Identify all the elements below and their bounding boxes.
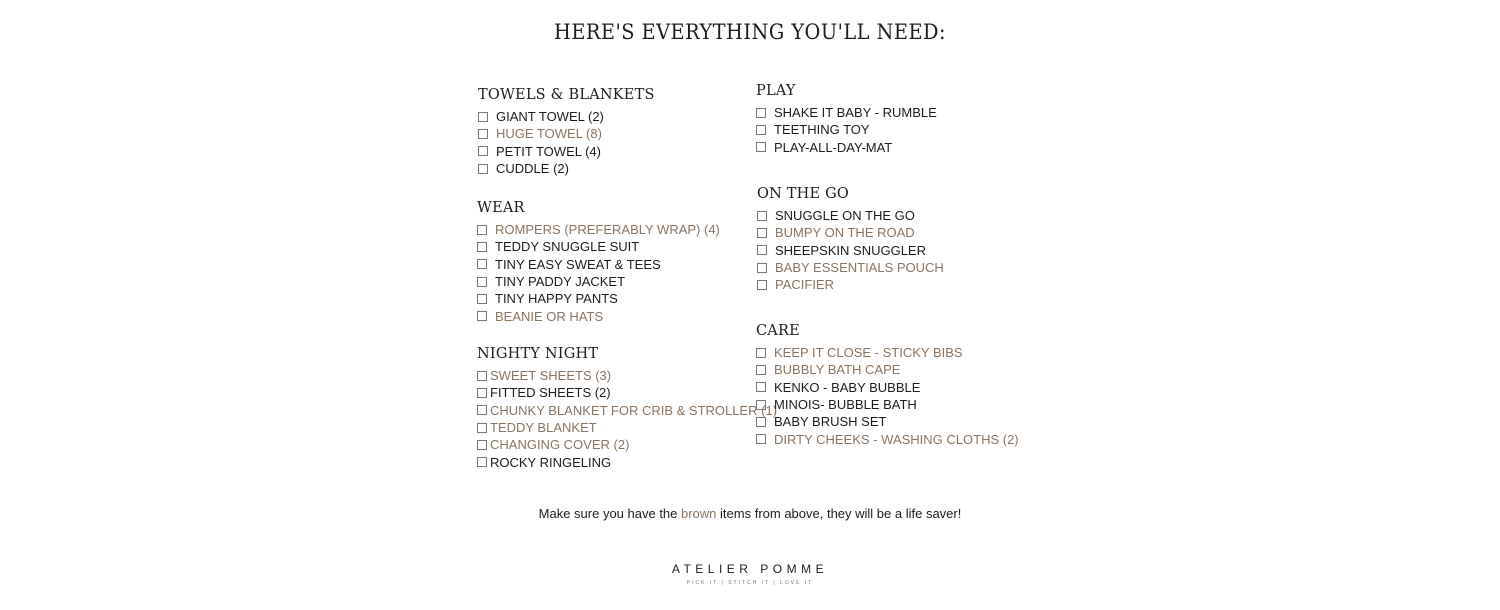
checklist-item[interactable] xyxy=(477,238,720,255)
checkbox-icon[interactable] xyxy=(756,348,766,358)
checklist-item[interactable] xyxy=(757,276,944,293)
section-heading: NIGHTY NIGHT xyxy=(477,346,599,362)
checklist-item[interactable] xyxy=(477,402,777,419)
checkbox-icon[interactable] xyxy=(756,400,766,410)
note-highlight: brown xyxy=(681,506,717,521)
checklist-item[interactable] xyxy=(757,242,944,259)
checklist-item-label: SNUGGLE ON THE GO xyxy=(775,208,915,224)
checklist-item[interactable] xyxy=(756,379,1019,396)
checklist-item[interactable] xyxy=(757,207,944,224)
checkbox-icon[interactable] xyxy=(477,371,487,381)
checklist-item[interactable] xyxy=(478,108,655,125)
checklist-item[interactable] xyxy=(756,344,1019,361)
section-care xyxy=(756,322,1019,448)
section-towels-blankets xyxy=(478,86,655,177)
checklist-item-label: SHEEPSKIN SNUGGLER xyxy=(775,242,926,258)
checklist-item[interactable] xyxy=(478,160,655,177)
checklist-item[interactable] xyxy=(477,436,777,453)
checklist xyxy=(477,367,777,471)
section-nighty-night xyxy=(477,345,777,471)
checklist-item[interactable] xyxy=(756,121,937,138)
checkbox-icon[interactable] xyxy=(756,108,766,118)
checklist xyxy=(756,104,937,156)
checklist-item[interactable] xyxy=(477,256,720,273)
section-heading: PLAY xyxy=(756,83,796,99)
checkbox-icon[interactable] xyxy=(477,457,487,467)
checklist-item[interactable] xyxy=(756,396,1019,413)
checklist-item[interactable] xyxy=(757,224,944,241)
checklist-item[interactable] xyxy=(477,307,720,324)
section-play xyxy=(756,82,937,156)
checklist-item-label: TEDDY BLANKET xyxy=(490,420,597,436)
section-heading: WEAR xyxy=(477,200,525,216)
checkbox-icon[interactable] xyxy=(756,125,766,135)
checklist-item-label: KEEP IT CLOSE - STICKY BIBS xyxy=(774,345,963,361)
brand-tagline: PICK IT | STITCH IT | LOVE IT xyxy=(686,580,814,586)
checklist-item-label: TINY PADDY JACKET xyxy=(495,274,626,290)
checklist xyxy=(757,207,944,293)
checkbox-icon[interactable] xyxy=(478,164,488,174)
checklist-item-label: KENKO - BABY BUBBLE xyxy=(774,379,921,395)
checklist-item-label: SWEET SHEETS (3) xyxy=(490,368,612,384)
checkbox-icon[interactable] xyxy=(477,423,487,433)
checkbox-icon[interactable] xyxy=(478,129,488,139)
checklist-item-label: BABY BRUSH SET xyxy=(774,414,887,430)
checkbox-icon[interactable] xyxy=(757,280,767,290)
checkbox-icon[interactable] xyxy=(478,112,488,122)
checkbox-icon[interactable] xyxy=(756,417,766,427)
checklist-item-label: PACIFIER xyxy=(775,277,834,293)
checklist-item[interactable] xyxy=(477,384,777,401)
checklist-item[interactable] xyxy=(756,430,1019,447)
checklist-item-label: CUDDLE (2) xyxy=(496,161,569,177)
checklist-item[interactable] xyxy=(477,453,777,470)
checklist-item-label: CHUNKY BLANKET FOR CRIB & STROLLER (1) xyxy=(490,402,778,418)
checkbox-icon[interactable] xyxy=(757,263,767,273)
checkbox-icon[interactable] xyxy=(477,242,487,252)
checkbox-icon[interactable] xyxy=(756,365,766,375)
checklist-item[interactable] xyxy=(756,361,1019,378)
checklist-item[interactable] xyxy=(477,290,720,307)
checklist-item-label: ROCKY RINGELING xyxy=(490,454,612,470)
checkbox-icon[interactable] xyxy=(757,211,767,221)
checkbox-icon[interactable] xyxy=(477,405,487,415)
checkbox-icon[interactable] xyxy=(477,225,487,235)
checklist-item-label: TEDDY SNUGGLE SUIT xyxy=(495,239,640,255)
checklist-item-label: GIANT TOWEL (2) xyxy=(496,109,604,125)
checklist-item[interactable] xyxy=(477,419,777,436)
checklist-item-label: TINY EASY SWEAT & TEES xyxy=(495,256,661,272)
checklist-item[interactable] xyxy=(478,125,655,142)
checklist-item-label: PETIT TOWEL (4) xyxy=(496,143,601,159)
checklist xyxy=(478,108,655,177)
footer-note xyxy=(0,506,1500,521)
section-heading: CARE xyxy=(756,323,800,339)
checkbox-icon[interactable] xyxy=(757,245,767,255)
checkbox-icon[interactable] xyxy=(756,382,766,392)
section-heading: TOWELS & BLANKETS xyxy=(478,87,655,103)
checkbox-icon[interactable] xyxy=(756,434,766,444)
checklist-item-label: BABY ESSENTIALS POUCH xyxy=(775,260,944,276)
section-wear xyxy=(477,199,720,325)
brand-name: ATELIER POMME xyxy=(671,562,829,576)
checklist xyxy=(756,344,1019,448)
checkbox-icon[interactable] xyxy=(477,294,487,304)
checklist-item-label: DIRTY CHEEKS - WASHING CLOTHS (2) xyxy=(774,431,1019,447)
section-heading: ON THE GO xyxy=(757,186,849,202)
checklist-item-label: CHANGING COVER (2) xyxy=(490,437,630,453)
checklist-item[interactable] xyxy=(477,367,777,384)
checklist xyxy=(477,221,720,325)
checklist-item-label: SHAKE IT BABY - RUMBLE xyxy=(774,105,937,121)
checklist-item[interactable] xyxy=(757,259,944,276)
page-title: HERE'S EVERYTHING YOU'LL NEED: xyxy=(554,20,946,44)
checkbox-icon[interactable] xyxy=(477,311,487,321)
checklist-item[interactable] xyxy=(478,143,655,160)
checklist-item-label: TINY HAPPY PANTS xyxy=(495,291,618,307)
checkbox-icon[interactable] xyxy=(478,146,488,156)
note-before: Make sure you have the xyxy=(538,506,681,521)
checklist-item-label: BEANIE OR HATS xyxy=(495,308,604,324)
checklist-item-label: FITTED SHEETS (2) xyxy=(490,385,611,401)
note-after: items from above, they will be a life saver! xyxy=(716,506,962,521)
checklist-item-label: MINOIS- BUBBLE BATH xyxy=(774,397,917,413)
checklist-item[interactable] xyxy=(756,139,937,156)
checkbox-icon[interactable] xyxy=(757,228,767,238)
checkbox-icon[interactable] xyxy=(477,388,487,398)
checkbox-icon[interactable] xyxy=(477,440,487,450)
checklist-item[interactable] xyxy=(756,104,937,121)
checklist-item[interactable] xyxy=(756,413,1019,430)
checklist-item-label: TEETHING TOY xyxy=(774,122,870,138)
checkbox-icon[interactable] xyxy=(477,259,487,269)
checkbox-icon[interactable] xyxy=(477,277,487,287)
checklist-item-label: ROMPERS (PREFERABLY WRAP) (4) xyxy=(495,222,720,238)
checklist-item-label: BUMPY ON THE ROAD xyxy=(775,225,915,241)
checklist-item-label: BUBBLY BATH CAPE xyxy=(774,362,901,378)
checkbox-icon[interactable] xyxy=(756,142,766,152)
checklist-item[interactable] xyxy=(477,221,720,238)
checklist-item-label: PLAY-ALL-DAY-MAT xyxy=(774,139,893,155)
section-on-the-go xyxy=(757,185,944,293)
checklist-item-label: HUGE TOWEL (8) xyxy=(496,126,602,142)
checklist-item[interactable] xyxy=(477,273,720,290)
